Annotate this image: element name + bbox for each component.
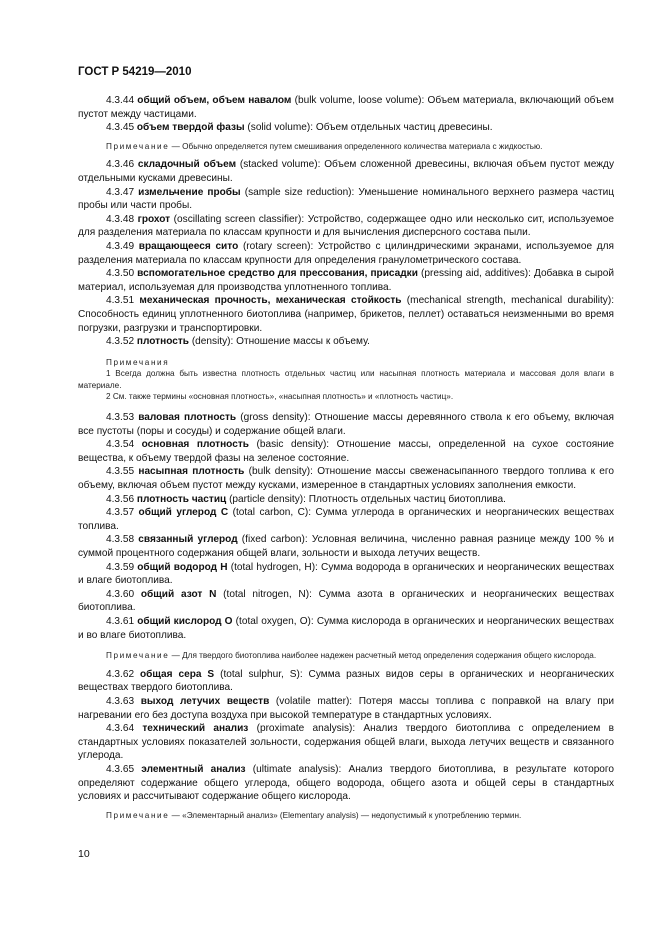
term-entry: 4.3.58 связанный углерод (fixed carbon): Условная величина, численно равная разнице между 100 % и суммой процентного содержания общей влаги, зольности и выхода летучих веществ.	[78, 534, 614, 559]
term-name: насыпная плотность	[138, 466, 245, 478]
term-name: общий кислород О	[137, 615, 233, 627]
term-name: общий углерод С	[138, 507, 229, 519]
term-entry: 4.3.60 общий азот N (total nitrogen, N): Сумма азота в органических и неорганических веществах биотоплива.	[78, 588, 615, 614]
document-body	[78, 94, 614, 821]
note-item: 1 Всегда должна быть известна плотность отдельных частиц или насыпная плотность материала и массовая доля влаги в материале.	[78, 369, 614, 390]
term-entry: 4.3.46 складочный объем (stacked volume): Объем сложенной древесины, включая объем пустот между отдельными кусками древесины.	[78, 159, 614, 184]
term-name: общий объем, объем навалом	[137, 95, 292, 106]
term-name: объем твердой фазы	[136, 122, 245, 134]
term-name: валовая плотность	[138, 412, 237, 424]
term-entry: 4.3.56 плотность частиц (particle density): Плотность отдельных частиц биотоплива.	[106, 493, 506, 505]
term-entry: 4.3.61 общий кислород О (total oxygen, O): Сумма кислорода в органических и неорганических веществах и во влаге биотоплива.	[78, 615, 614, 641]
term-entry: 4.3.55 насыпная плотность (bulk density): Отношение массы свеженасыпанного твердого топлива к его объему, включая объем пустот между кусками, измеренное в стандартных условиях заполнения емкости.	[78, 466, 614, 492]
term-name: вспомогательное средство для прессования, присадки	[137, 268, 418, 280]
term-entry: 4.3.59 общий водород Н (total hydrogen, H): Сумма водорода в органических и неорганических веществах и влаге биотоплива.	[78, 561, 614, 587]
term-entry: 4.3.51 механическая прочность, механическая стойкость (mechanical strength, mechanical durability): Способность единиц уплотненного биотоплива (например, брикетов, пеллет) оставаться неизменными во время погрузки, разгрузки и транспортировки.	[78, 295, 615, 334]
term-entry: 4.3.62 общая сера S (total sulphur, S): Сумма разных видов серы в органических и неорганических веществах твердого биотоплива.	[78, 668, 614, 694]
term-name: технический анализ	[142, 723, 249, 735]
term-name: плотность частиц	[136, 493, 227, 505]
term-name: основная плотность	[141, 439, 249, 451]
term-name: механическая прочность, механическая стойкость	[139, 295, 402, 307]
term-entry: 4.3.44 общий объем, объем навалом (bulk volume, loose volume): Объем материала, включающий объем пустот между частицами.	[78, 95, 614, 120]
term-entry: 4.3.53 валовая плотность (gross density): Отношение массы деревянного ствола к его объему, включая все пустоты (поры и сосуды) и содержание общей влаги.	[78, 412, 614, 437]
term-name: выход летучих веществ	[140, 695, 270, 707]
term-name: грохот	[137, 213, 171, 225]
term-entry: 4.3.64 технический анализ (proximate analysis): Анализ твердого биотоплива с определением в стандартных условиях показателей зольности, содержания общей влаги, выхода летучих веществ и связанного углерода.	[78, 723, 614, 762]
term-entry: 4.3.48 грохот (oscillating screen classifier): Устройство, содержащее одно или несколько сит, используемое для разделения материала по классам крупности и для вычисления дисперсного состава пыли.	[78, 213, 614, 239]
term-name: складочный объем	[137, 159, 237, 171]
term-entry: 4.3.63 выход летучих веществ (volatile matter): Потеря массы топлива с поправкой на влагу при нагревании его без доступа воздуха при высокой температуре в стандартных условиях.	[78, 695, 614, 721]
notes-heading: Примечания	[106, 357, 170, 367]
term-name: элементный анализ	[141, 763, 246, 775]
term-entry: 4.3.57 общий углерод С (total carbon, C): Сумма углерода в органических и неорганических веществах топлива.	[78, 507, 614, 532]
note: Примечание — «Элементарный анализ» (Elementary analysis) — недопустимый к употреблению термин.	[106, 810, 522, 820]
term-entry: 4.3.65 элементный анализ (ultimate analysis): Анализ твердого биотоплива, в результате которого определяют содержание общего углерода, общего водорода, общего азота и общей серы в стандартных условиях и рассчитывают содержание общего кислорода.	[78, 763, 614, 803]
term-entry: 4.3.45 объем твердой фазы (solid volume): Объем отдельных частиц древесины.	[106, 122, 493, 134]
note-item: 2 См. также термины «основная плотность», «насыпная плотность» и «плотность частиц».	[106, 392, 454, 402]
term-name: связанный углерод	[138, 534, 238, 546]
term-entry: 4.3.47 измельчение пробы (sample size reduction): Уменьшение номинального верхнего размера частиц пробы или части пробы.	[78, 186, 615, 212]
term-name: общий азот N	[140, 588, 217, 600]
note: Примечание — Обычно определяется путем смешивания определенного количества материала с жидкостью.	[106, 141, 543, 151]
term-name: общая сера S	[140, 668, 215, 680]
note: Примечание — Для твердого биотоплива наиболее надежен расчетный метод определения содержания общего кислорода.	[106, 651, 597, 661]
term-name: измельчение пробы	[138, 186, 241, 198]
page-number: 10	[78, 848, 90, 860]
term-name: плотность	[136, 336, 190, 348]
document-header: ГОСТ Р 54219—2010	[78, 66, 192, 78]
term-entry: 4.3.54 основная плотность (basic density): Отношение массы, определенной на сухое состояние вещества, к объему твердой фазы на зеленое состояние.	[78, 439, 614, 464]
term-entry: 4.3.49 вращающееся сито (rotary screen): Устройство с цилиндрическими экранами, используемое для разделения материала по классам крупности для определения гранулометрического состава.	[78, 240, 615, 266]
term-entry: 4.3.50 вспомогательное средство для прессования, присадки (pressing aid, additives): Добавка в сырой материал, используемая для производства уплотненного топлива.	[78, 268, 614, 293]
term-entry: 4.3.52 плотность (density): Отношение массы к объему.	[106, 336, 370, 348]
term-name: общий водород Н	[137, 561, 228, 573]
term-name: вращающееся сито	[138, 240, 239, 252]
